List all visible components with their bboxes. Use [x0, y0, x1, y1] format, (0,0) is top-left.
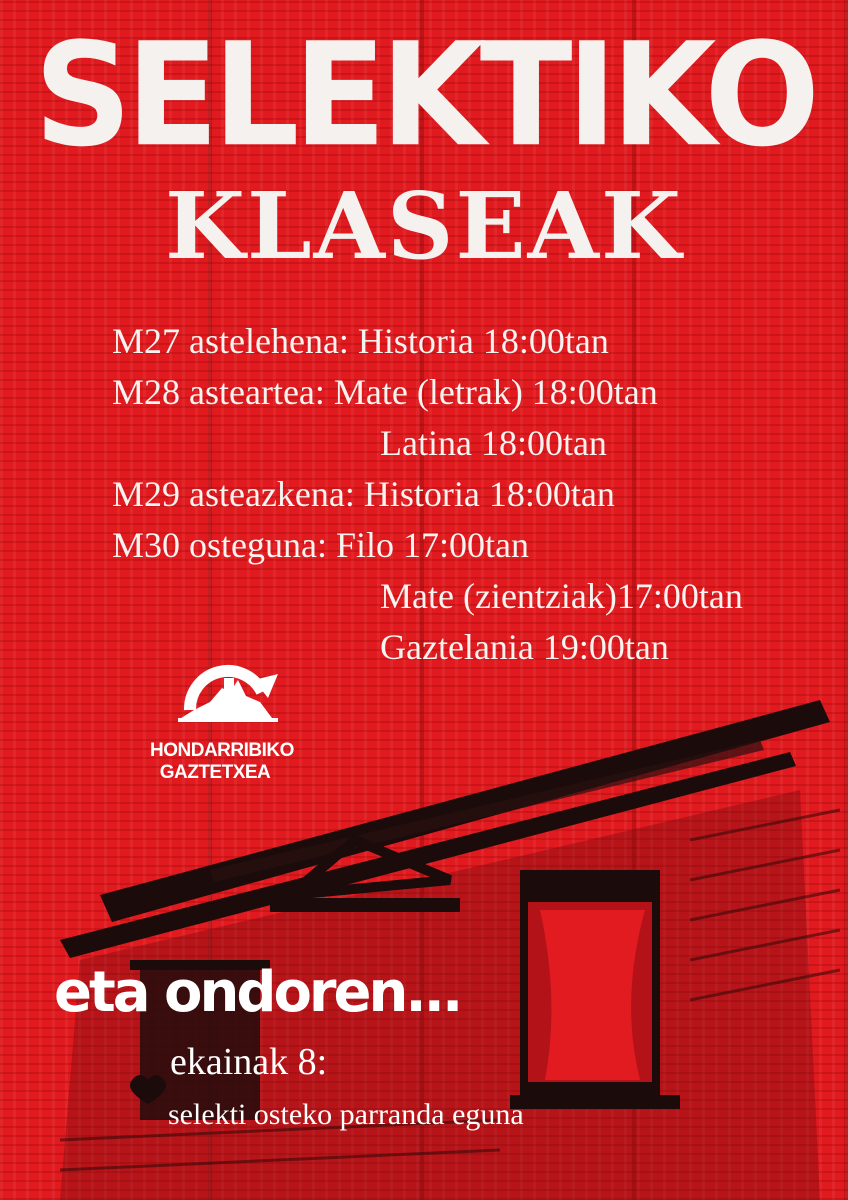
after-heading: eta ondoren...	[54, 960, 461, 1025]
poster-subtitle: KLASEAK	[165, 172, 683, 280]
logo-text	[150, 740, 294, 784]
schedule-item: M30 osteguna: Filo 17:00tan	[112, 525, 529, 565]
event-date: ekainak 8:	[170, 1041, 328, 1083]
logo-line-2: GAZTETXEA	[159, 762, 271, 783]
poster-title: SELEKTIKO	[33, 13, 815, 179]
schedule-item: M28 asteartea: Mate (letrak) 18:00tan	[112, 372, 658, 412]
schedule-item: Latina 18:00tan	[380, 423, 607, 463]
schedule-list	[112, 316, 743, 673]
schedule-item: Mate (zientziak)17:00tan	[380, 576, 743, 616]
logo-line-1: HONDARRIBIKO	[150, 740, 294, 761]
schedule-item: Gaztelania 19:00tan	[380, 627, 669, 667]
schedule-item: M27 astelehena: Historia 18:00tan	[112, 321, 609, 361]
schedule-item: M29 asteazkena: Historia 18:00tan	[112, 474, 615, 514]
event-name: selekti osteko parranda eguna	[168, 1098, 524, 1131]
